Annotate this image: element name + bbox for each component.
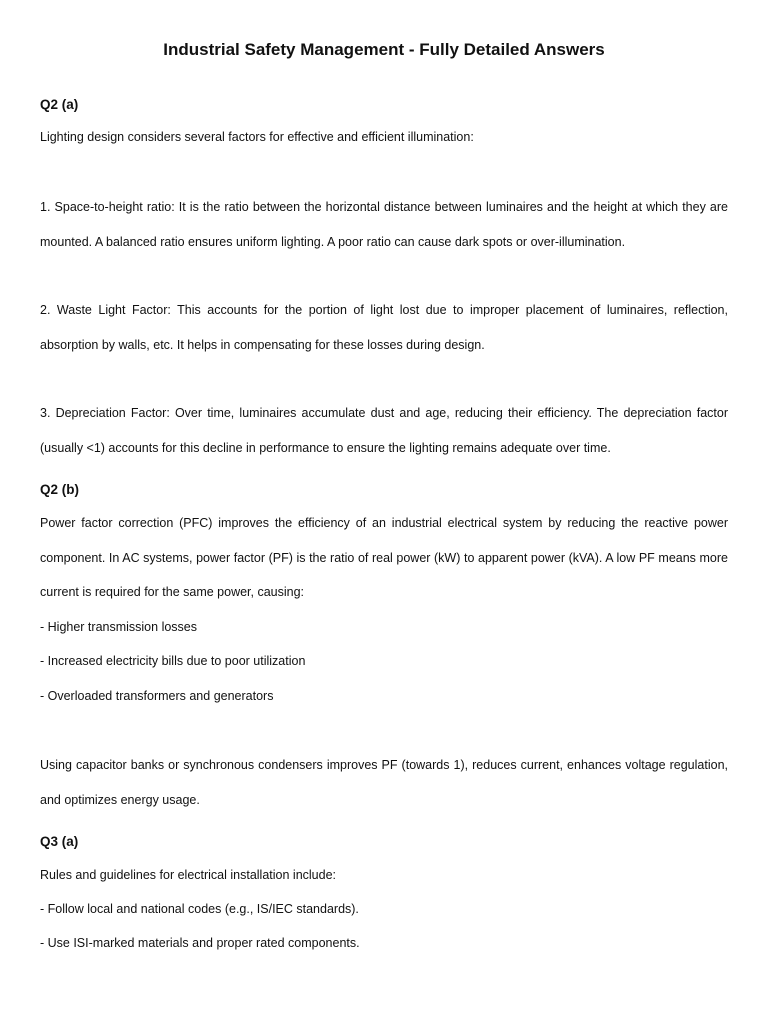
q2b-bullet-2: - Increased electricity bills due to poor utilization — [40, 654, 306, 668]
q2a-intro: Lighting design considers several factors for effective and efficient illumination: — [40, 130, 474, 144]
q2b-heading: Q2 (b) — [40, 482, 79, 497]
q3a-bullet-2: - Use ISI-marked materials and proper rated components. — [40, 936, 360, 950]
q3a-heading: Q3 (a) — [40, 834, 79, 849]
q3a-intro: Rules and guidelines for electrical installation include: — [40, 868, 337, 882]
q2b-paragraph-pfc: Power factor correction (PFC) improves the efficiency of an industrial electrical system by reducing the reactive power component. In AC systems, power factor (PF) is the ratio of real power (kW) to apparent power (kVA). A low PF means more current is required for the same power, causing: — [40, 516, 728, 599]
q2b-bullet-3: - Overloaded transformers and generators — [40, 689, 274, 703]
q2a-point-depreciation: 3. Depreciation Factor: Over time, luminaires accumulate dust and age, reducing their efficiency. The depreciation factor (usually <1) accounts for this decline in performance to ensure the lighting remains adequate over time. — [40, 406, 728, 455]
q3a-bullet-1: - Follow local and national codes (e.g., IS/IEC standards). — [40, 902, 359, 916]
q2a-point-waste-light: 2. Waste Light Factor: This accounts for the portion of light lost due to improper placement of luminaires, reflection, absorption by walls, etc. It helps in compensating for these losses during design. — [40, 303, 728, 352]
q2a-heading: Q2 (a) — [40, 97, 79, 112]
q2b-paragraph-capacitors: Using capacitor banks or synchronous condensers improves PF (towards 1), reduces current, enhances voltage regulation, and optimizes energy usage. — [40, 758, 728, 807]
q2b-bullet-1: - Higher transmission losses — [40, 620, 197, 634]
document-title: Industrial Safety Management - Fully Detailed Answers — [163, 40, 605, 59]
q2a-point-space-to-height: 1. Space-to-height ratio: It is the ratio between the horizontal distance between luminaires and the height at which they are mounted. A balanced ratio ensures uniform lighting. A poor ratio can cause dark spots or over-illumination. — [40, 200, 728, 249]
